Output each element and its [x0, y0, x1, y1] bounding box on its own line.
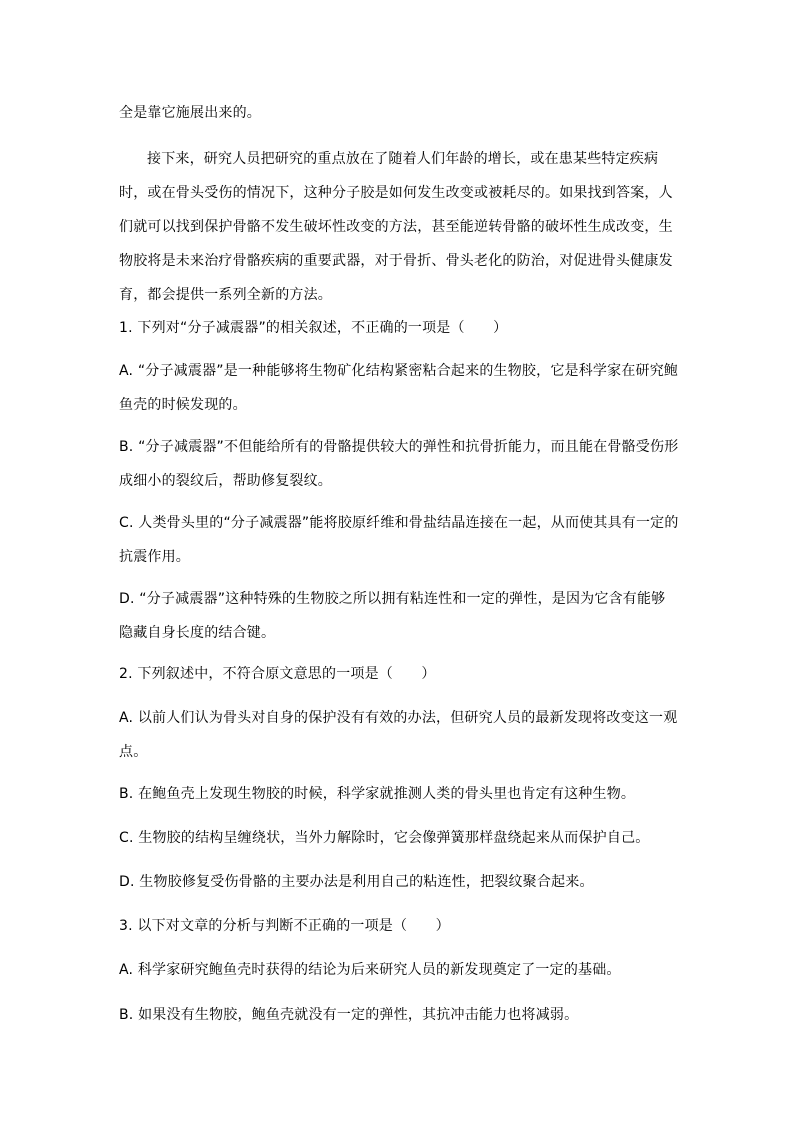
question-1-option-a: A. “分子减震器”是一种能够将生物矿化结构紧密粘合起来的生物胶，它是科学家在研究鲍鱼壳的时候发现的。 [119, 363, 679, 413]
question-3-option-a: A. 科学家研究鲍鱼壳时获得的结论为后来研究人员的新发现奠定了一定的基础。 [119, 962, 621, 978]
question-1-option-b: B. “分子减震器”不但能给所有的骨骼提供较大的弹性和抗骨折能力，而且能在骨骼受伤形成细小的裂纹后，帮助修复裂纹。 [119, 439, 679, 489]
question-1-option-c: C. 人类骨头里的“分子减震器”能将胶原纤维和骨盐结晶连接在一起，从而使其具有一定的抗震作用。 [119, 515, 679, 565]
question-1-option-d: D. “分子减震器”这种特殊的生物胶之所以拥有粘连性和一定的弹性，是因为它含有能够隐藏自身长度的结合键。 [119, 591, 666, 641]
question-3-option-b: B. 如果没有生物胶，鲍鱼壳就没有一定的弹性，其抗冲击能力也将减弱。 [119, 1007, 579, 1023]
question-3-stem: 3. 以下对文章的分析与判断不正确的一项是（ ） [119, 918, 450, 934]
question-2-option-a: A. 以前人们认为骨头对自身的保护没有有效的办法，但研究人员的最新发现将改变这一观点。 [119, 710, 678, 760]
paragraph-continuation: 全是靠它施展出来的。 [119, 105, 261, 121]
question-2-option-b: B. 在鲍鱼壳上发现生物胶的时候，科学家就推测人类的骨头里也肯定有这种生物。 [119, 786, 636, 802]
paragraph-research: 接下来，研究人员把研究的重点放在了随着人们年龄的增长，或在患某些特定疾病时，或在骨头受伤的情况下，这种分子胶是如何发生改变或被耗尽的。如果找到答案，人们就可以找到保护骨骼不发生破坏性改变的方法，甚至能逆转骨骼的破坏性生成改变，生物胶将是未来治疗骨骼疾病的重要武器，对于骨折、骨头老化的防治，对促进骨头健康发育，都会提供一系列全新的方法。 [119, 151, 673, 303]
question-1-stem: 1. 下列对“分子减震器”的相关叙述，不正确的一项是（ ） [119, 320, 508, 336]
question-2-option-c: C. 生物胶的结构呈缠绕状，当外力解除时，它会像弹簧那样盘绕起来从而保护自己。 [119, 830, 650, 846]
question-2-option-d: D. 生物胶修复受伤骨骼的主要办法是利用自己的粘连性，把裂纹聚合起来。 [119, 874, 594, 890]
question-2-stem: 2. 下列叙述中，不符合原文意思的一项是（ ） [119, 666, 436, 682]
